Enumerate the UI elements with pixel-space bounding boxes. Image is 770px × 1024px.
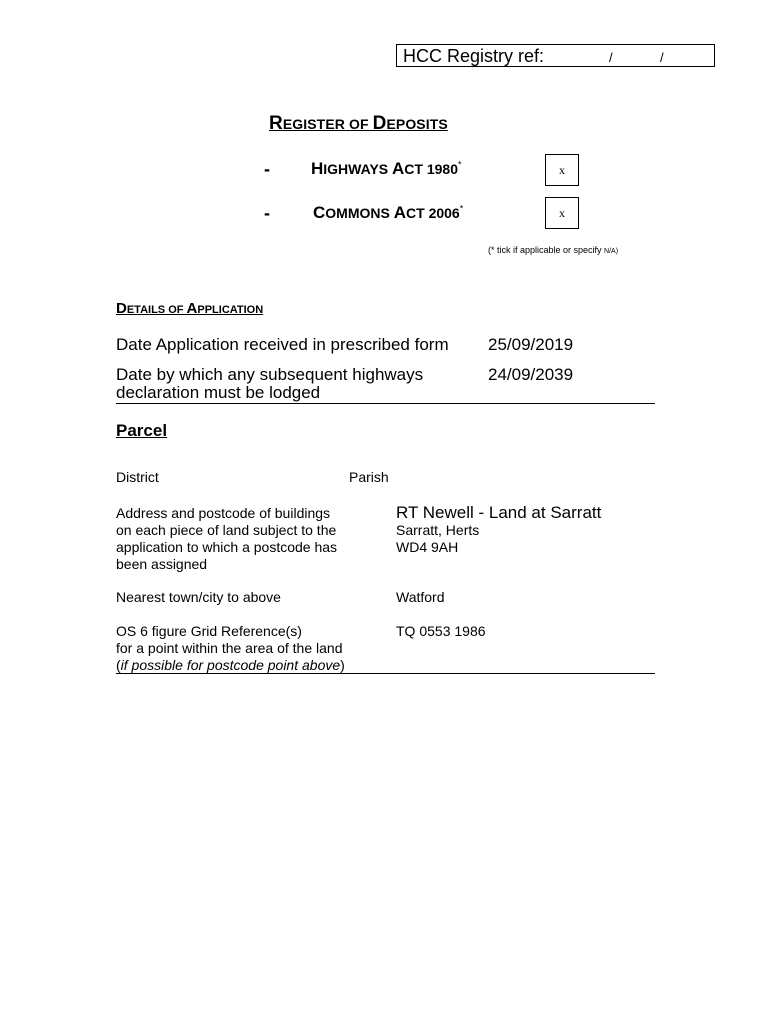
grid-ref-label: OS 6 figure Grid Reference(s) for a point within the area of the land (if possible for postcode point above) (116, 623, 345, 673)
grid-ref-value: TQ 0553 1986 (396, 623, 486, 639)
parcel-heading: Parcel (116, 421, 168, 440)
divider (116, 673, 655, 674)
tick-note: (* tick if applicable or specify N/A) (488, 245, 619, 255)
address-value: Sarratt, Herts WD4 9AH (396, 522, 480, 555)
page-title: REGISTER OF DEPOSITS (269, 113, 448, 134)
highways-act-tickbox[interactable] (545, 154, 579, 186)
district-label: District (116, 469, 159, 485)
tick-mark: x (559, 162, 565, 177)
act-dash: - (264, 159, 270, 179)
tick-mark: x (559, 205, 565, 220)
received-date-label: Date Application received in prescribed form (116, 335, 449, 354)
parish-label: Parish (349, 469, 389, 485)
address-label: Address and postcode of buildings on each piece of land subject to the application to which a postcode has been assigned (116, 505, 338, 572)
act-dash: - (264, 203, 270, 223)
commons-act-label: COMMONS ACT 2006* (313, 203, 464, 222)
town-label: Nearest town/city to above (116, 589, 281, 605)
divider (116, 403, 655, 404)
registry-ref-box (396, 44, 715, 67)
received-date-value: 25/09/2019 (488, 335, 574, 354)
address-title: RT Newell - Land at Sarratt (396, 503, 602, 522)
highways-act-label: HIGHWAYS ACT 1980* (311, 159, 462, 178)
declaration-date-label-cont: declaration must be lodged (116, 383, 321, 402)
town-value: Watford (396, 589, 445, 605)
declaration-date-label: Date by which any subsequent highways (116, 365, 424, 384)
registry-ref-label: HCC Registry ref: (403, 46, 545, 66)
details-heading: DETAILS OF APPLICATION (116, 300, 264, 317)
registry-ref-separator: / (609, 50, 613, 65)
registry-ref-separator: / (660, 50, 664, 65)
commons-act-tickbox[interactable] (545, 197, 579, 229)
declaration-date-value: 24/09/2039 (488, 365, 574, 384)
